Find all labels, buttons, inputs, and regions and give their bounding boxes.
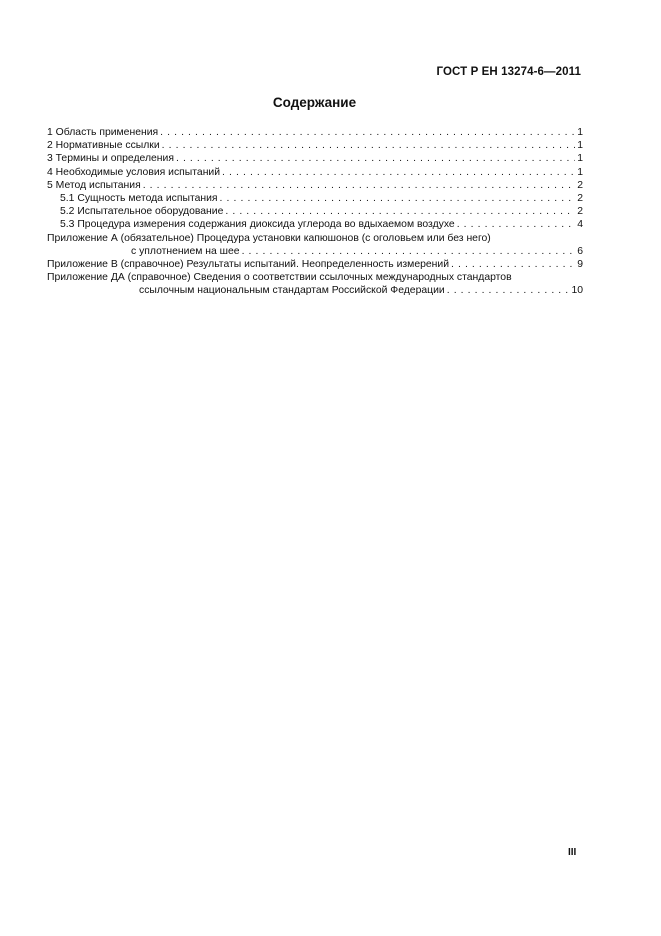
toc-entry-annex-da-continued[interactable] [47, 284, 583, 297]
toc-entry-annex-da[interactable] [47, 271, 583, 284]
dot-leader [447, 284, 570, 297]
page-title: Содержание [272, 95, 357, 110]
toc-entry-page: 2 [577, 206, 583, 218]
dot-leader [225, 205, 575, 218]
toc-entry-page: 1 [577, 127, 583, 138]
toc-entry-page: 4 [577, 219, 583, 231]
toc-entry-text: 4 Необходимые условия испытаний [47, 166, 221, 178]
toc-entry-annex-b[interactable] [47, 258, 583, 271]
toc-entry-text: Приложение А (обязательное) Процедура установки капюшонов (с оголовьем или без него) [47, 232, 491, 244]
toc-entry-text: 1 Область применения [47, 127, 159, 138]
toc-entry-text: 5.3 Процедура измерения содержания диоксида углерода во вдыхаемом воздухе [60, 219, 455, 231]
toc-entry-test-conditions[interactable] [47, 166, 583, 179]
dot-leader [143, 179, 576, 192]
toc-entry-test-equipment[interactable] [47, 205, 583, 218]
toc-entry-annex-a[interactable] [47, 232, 583, 245]
toc-entry-text: 5 Метод испытания [47, 179, 141, 191]
toc-entry-page: 6 [577, 245, 583, 257]
table-of-contents [47, 126, 583, 297]
toc-entry-text: 5.1 Сущность метода испытания [60, 192, 218, 204]
toc-entry-method-principle[interactable] [47, 192, 583, 205]
toc-entry-terms[interactable] [47, 152, 583, 165]
toc-entry-page: 10 [571, 285, 583, 297]
toc-entry-page: 2 [577, 179, 583, 191]
toc-entry-test-method[interactable] [47, 179, 583, 192]
document-code: ГОСТ Р ЕН 13274-6—2011 [436, 66, 581, 78]
toc-entry-text: 5.2 Испытательное оборудование [60, 206, 224, 218]
toc-entry-text: 2 Нормативные ссылки [47, 140, 160, 152]
toc-entry-text: Приложение ДА (справочное) Сведения о соответствии ссылочных международных стандартов [47, 272, 512, 284]
toc-entry-annex-a-continued[interactable] [47, 245, 583, 258]
toc-entry-normative-references[interactable] [47, 139, 583, 152]
dot-leader [162, 139, 576, 152]
dot-leader [457, 218, 576, 231]
toc-entry-scope[interactable] [47, 126, 583, 139]
toc-entry-text: 3 Термины и определения [47, 153, 174, 165]
toc-entry-text: ссылочным национальным стандартам Российской Федерации [139, 285, 445, 297]
dot-leader [176, 152, 575, 165]
toc-entry-page: 9 [577, 258, 583, 270]
toc-entry-co2-procedure[interactable] [47, 218, 583, 231]
dot-leader [222, 166, 575, 179]
toc-entry-page: 1 [577, 153, 583, 165]
toc-entry-page: 1 [577, 140, 583, 152]
dot-leader [242, 245, 576, 258]
dot-leader [451, 258, 575, 271]
dot-leader [160, 126, 575, 139]
page-number: III [568, 847, 577, 858]
toc-entry-page: 2 [577, 192, 583, 204]
toc-entry-page: 1 [577, 166, 583, 178]
toc-entry-text: с уплотнением на шее [131, 245, 240, 257]
dot-leader [220, 192, 576, 205]
toc-entry-text: Приложение В (справочное) Результаты испытаний. Неопределенность измерений [47, 258, 449, 270]
